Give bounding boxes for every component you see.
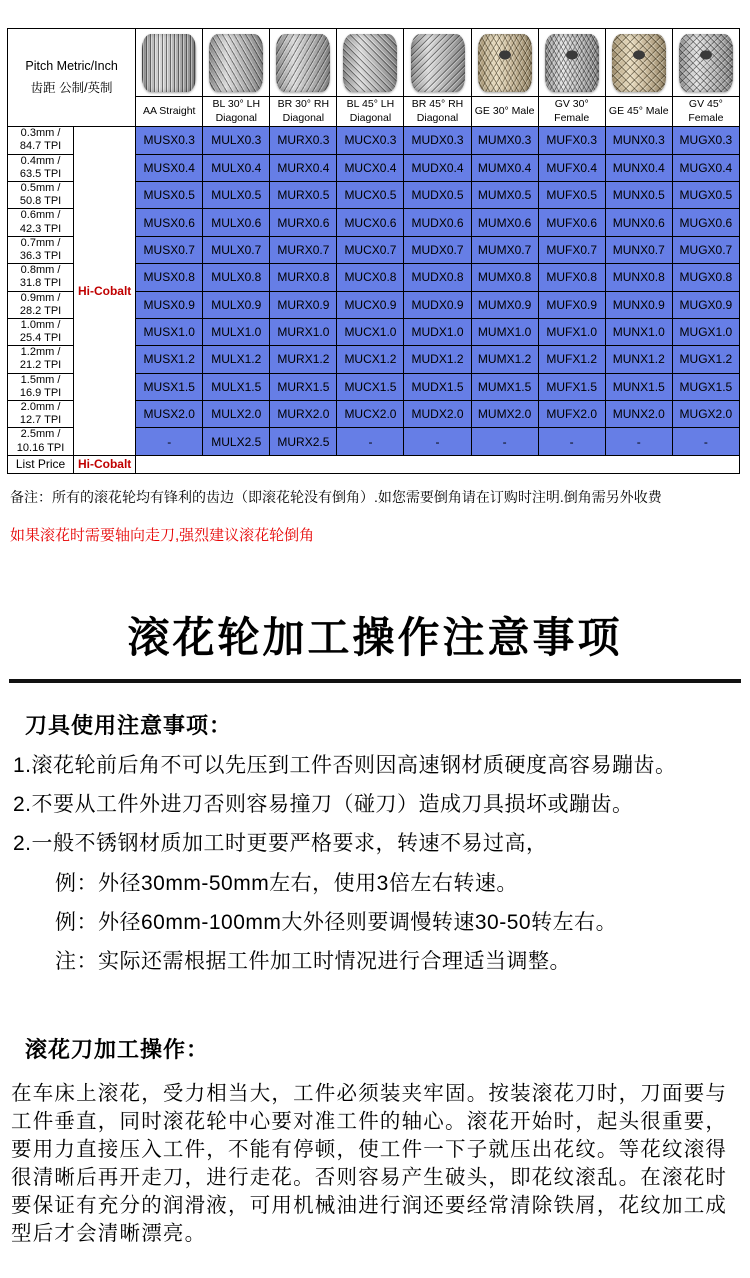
spec-data-row — [8, 127, 740, 154]
part-number-cell: MUSX0.5 — [136, 182, 203, 209]
warning-text: 如果滚花时需要轴向走刀,强烈建议滚花轮倒角 — [10, 526, 315, 544]
part-number-cell: MUMX1.2 — [471, 346, 538, 373]
pitch-tpi: 12.7 TPI — [19, 414, 62, 427]
part-number-cell: MUNX0.4 — [605, 154, 672, 181]
corner-header-cell — [8, 29, 136, 127]
part-number-cell: MUCX0.4 — [337, 154, 404, 181]
pitch-tpi: 42.3 TPI — [19, 222, 62, 235]
column-header-line1: AA Straight — [142, 104, 196, 117]
part-number-cell: MUDX0.5 — [404, 182, 471, 209]
part-number-cell: MUMX0.5 — [471, 182, 538, 209]
pitch-cell — [8, 209, 74, 236]
article-title: 滚花轮加工操作注意事项 — [127, 615, 623, 662]
material-hi-cobalt-cell: Hi-Cobalt — [74, 127, 136, 456]
part-number-cell: - — [136, 428, 203, 455]
part-number-cell: MUFX0.6 — [538, 209, 605, 236]
part-number-cell: MUSX0.9 — [136, 291, 203, 318]
part-number-cell: MUMX0.7 — [471, 236, 538, 263]
knurl-spec-table-body — [8, 29, 740, 474]
wheel-photo-cell — [471, 29, 538, 97]
part-number-cell: MULX0.5 — [203, 182, 270, 209]
pitch-cell — [8, 291, 74, 318]
footer-empty-cell — [136, 455, 740, 473]
remark-text: 备注：所有的滚花轮均有锋利的齿边（即滚花轮没有倒角）.如您需要倒角请在订购时注明.倒角需另外收费 — [10, 488, 662, 505]
pitch-mm: 1.5mm / — [20, 373, 61, 386]
part-number-cell: MUGX1.2 — [672, 346, 739, 373]
pitch-mm: 0.7mm / — [20, 236, 61, 249]
part-number-cell: MUFX0.7 — [538, 236, 605, 263]
part-number-cell: MUFX0.5 — [538, 182, 605, 209]
part-number-cell: MUCX2.0 — [337, 401, 404, 428]
part-number-cell: MUSX0.4 — [136, 154, 203, 181]
corner-header-line1: Pitch Metric/Inch — [25, 59, 118, 74]
knurl-wheel-image-m30 — [478, 34, 532, 92]
part-number-cell: MUGX0.9 — [672, 291, 739, 318]
part-number-cell: MUFX2.0 — [538, 401, 605, 428]
part-number-cell: MUNX1.2 — [605, 346, 672, 373]
pitch-tpi: 25.4 TPI — [19, 332, 62, 345]
part-number-cell: MUCX0.6 — [337, 209, 404, 236]
part-number-cell: MURX0.5 — [270, 182, 337, 209]
part-number-cell: MULX2.5 — [203, 428, 270, 455]
part-number-cell: MURX1.5 — [270, 373, 337, 400]
part-number-cell: MUCX0.8 — [337, 264, 404, 291]
part-number-cell: MUNX0.6 — [605, 209, 672, 236]
part-number-cell: MULX0.9 — [203, 291, 270, 318]
part-number-cell: MUFX1.5 — [538, 373, 605, 400]
wheel-photo-cell — [203, 29, 270, 97]
part-number-cell: MUDX1.5 — [404, 373, 471, 400]
column-header-line1: BR 30° RH — [277, 98, 330, 110]
wheel-photo-cell — [672, 29, 739, 97]
part-number-cell: MUSX1.0 — [136, 318, 203, 345]
corner-header-line2: 齿距 公制/英制 — [30, 80, 113, 95]
pitch-mm: 0.6mm / — [20, 209, 61, 222]
knurl-wheel-image-f45 — [679, 34, 733, 92]
part-number-cell: MUGX1.5 — [672, 373, 739, 400]
part-number-cell: MUSX0.7 — [136, 236, 203, 263]
part-number-cell: MUSX1.5 — [136, 373, 203, 400]
part-number-cell: MUSX0.6 — [136, 209, 203, 236]
column-header-line2: Female — [688, 111, 724, 124]
column-header-line1: BL 45° LH — [346, 98, 395, 110]
part-number-cell: MUGX0.6 — [672, 209, 739, 236]
column-header-cell — [136, 97, 203, 127]
part-number-cell: MUMX0.8 — [471, 264, 538, 291]
column-header-line1: GE 30° Male — [474, 104, 535, 117]
part-number-cell: MULX1.5 — [203, 373, 270, 400]
part-number-cell: MUSX2.0 — [136, 401, 203, 428]
part-number-cell: MUFX1.0 — [538, 318, 605, 345]
knurl-operation-heading: 滚花刀加工操作： — [25, 1037, 210, 1063]
part-number-cell: MUNX2.0 — [605, 401, 672, 428]
part-number-cell: MUDX0.4 — [404, 154, 471, 181]
pitch-mm: 2.5mm / — [20, 428, 61, 441]
part-number-cell: MUNX0.3 — [605, 127, 672, 154]
part-number-cell: MUMX1.5 — [471, 373, 538, 400]
usage-note-item: 1.滚花轮前后角不可以先压到工件否则因高速钢材质硬度高容易蹦齿。 — [13, 753, 677, 777]
wheel-photo-cell — [136, 29, 203, 97]
part-number-cell: MUCX1.2 — [337, 346, 404, 373]
part-number-cell: MUNX0.8 — [605, 264, 672, 291]
part-number-cell: - — [404, 428, 471, 455]
part-number-cell: MUNX0.7 — [605, 236, 672, 263]
pitch-mm: 0.3mm / — [20, 127, 61, 140]
column-header-line2: Diagonal — [349, 111, 392, 124]
column-header-cell — [203, 97, 270, 127]
usage-note-item: 注：实际还需根据工件加工时情况进行合理适当调整。 — [55, 950, 571, 974]
pitch-tpi: 28.2 TPI — [19, 304, 62, 317]
part-number-cell: MUSX1.2 — [136, 346, 203, 373]
usage-note-item: 2.不要从工件外进刀否则容易撞刀（碰刀）造成刀具损坏或蹦齿。 — [13, 793, 634, 817]
column-header-cell — [404, 97, 471, 127]
part-number-cell: MUDX0.8 — [404, 264, 471, 291]
knurl-wheel-image-m45 — [612, 34, 666, 92]
part-number-cell: MUGX2.0 — [672, 401, 739, 428]
part-number-cell: MUDX0.3 — [404, 127, 471, 154]
part-number-cell: MUMX0.9 — [471, 291, 538, 318]
part-number-cell: MUFX0.9 — [538, 291, 605, 318]
wheel-photo-cell — [337, 29, 404, 97]
pitch-cell — [8, 346, 74, 373]
usage-note-item: 2.一般不锈钢材质加工时更要严格要求，转速不易过高， — [13, 832, 548, 856]
part-number-cell: MUDX0.7 — [404, 236, 471, 263]
part-number-cell: MURX0.3 — [270, 127, 337, 154]
pitch-tpi: 63.5 TPI — [19, 167, 62, 180]
column-header-line1: BL 30° LH — [212, 98, 261, 110]
part-number-cell: MURX0.9 — [270, 291, 337, 318]
usage-notes-list — [7, 753, 743, 976]
title-divider-line — [9, 679, 741, 683]
pitch-mm: 0.4mm / — [20, 154, 61, 167]
knurl-wheel-image-straight — [142, 34, 196, 92]
column-header-cell — [270, 97, 337, 127]
part-number-cell: MULX2.0 — [203, 401, 270, 428]
part-number-cell: MUSX0.8 — [136, 264, 203, 291]
part-number-cell: MUFX0.4 — [538, 154, 605, 181]
column-header-cell — [337, 97, 404, 127]
pitch-cell — [8, 428, 74, 455]
pitch-mm: 1.0mm / — [20, 318, 61, 331]
column-header-cell — [672, 97, 739, 127]
pitch-cell — [8, 236, 74, 263]
part-number-cell: MULX0.6 — [203, 209, 270, 236]
part-number-cell: MUMX0.4 — [471, 154, 538, 181]
part-number-cell: MULX1.0 — [203, 318, 270, 345]
part-number-cell: MURX0.4 — [270, 154, 337, 181]
column-header-line2: Diagonal — [282, 111, 325, 124]
list-price-label-cell: List Price — [8, 455, 74, 473]
part-number-cell: MULX0.7 — [203, 236, 270, 263]
part-number-cell: MUMX0.3 — [471, 127, 538, 154]
part-number-cell: MUNX0.5 — [605, 182, 672, 209]
part-number-cell: - — [538, 428, 605, 455]
column-header-line1: GV 30° — [554, 98, 589, 110]
pitch-cell — [8, 318, 74, 345]
part-number-cell: MUMX0.6 — [471, 209, 538, 236]
part-number-cell: MURX2.0 — [270, 401, 337, 428]
knurl-wheel-image-lh45 — [343, 34, 397, 92]
usage-note-item: 例：外径30mm-50mm左右，使用3倍左右转速。 — [55, 871, 518, 895]
part-number-cell: MUDX0.6 — [404, 209, 471, 236]
part-number-cell: MUFX1.2 — [538, 346, 605, 373]
wheel-photo-cell — [270, 29, 337, 97]
part-number-cell: MULX0.8 — [203, 264, 270, 291]
part-number-cell: MUCX0.7 — [337, 236, 404, 263]
part-number-cell: - — [337, 428, 404, 455]
column-header-line2: Female — [554, 111, 590, 124]
part-number-cell: MUDX1.2 — [404, 346, 471, 373]
list-price-row — [8, 455, 740, 473]
wheel-photo-cell — [404, 29, 471, 97]
pitch-mm: 0.5mm / — [20, 182, 61, 195]
part-number-cell: MUGX0.7 — [672, 236, 739, 263]
knurl-wheel-image-rh30 — [276, 34, 330, 92]
pitch-cell — [8, 154, 74, 181]
pitch-tpi: 36.3 TPI — [19, 249, 62, 262]
column-header-line2: Diagonal — [416, 111, 459, 124]
part-number-cell: MURX1.2 — [270, 346, 337, 373]
pitch-cell — [8, 264, 74, 291]
part-number-cell: MUCX1.0 — [337, 318, 404, 345]
column-header-line1: GE 45° Male — [608, 104, 669, 117]
part-number-cell: MUDX1.0 — [404, 318, 471, 345]
pitch-mm: 1.2mm / — [20, 346, 61, 359]
knurl-wheel-image-f30 — [545, 34, 599, 92]
part-number-cell: - — [471, 428, 538, 455]
part-number-cell: MUSX0.3 — [136, 127, 203, 154]
pitch-cell — [8, 373, 74, 400]
pitch-tpi: 21.2 TPI — [19, 359, 62, 372]
image-row — [8, 29, 740, 97]
part-number-cell: MURX1.0 — [270, 318, 337, 345]
operation-paragraph: 在车床上滚花，受力相当大，工件必须装夹牢固。按装滚花刀时，刀面要与工件垂直，同时滚花轮中心要对准工件的轴心。滚花开始时，起头很重要，要用力直接压入工件，不能有停顿，使工件一下子就压出花纹。等花纹滚得很清晰后再开走刀，进行走花。否则容易产生破头，即花纹滚乱。在滚花时要保证有充分的润滑液，可用机械油进行润还要经常清除铁屑，花纹加工成型后才会清晰漂亮。 — [11, 1082, 728, 1246]
part-number-cell: MUNX1.5 — [605, 373, 672, 400]
pitch-tpi: 16.9 TPI — [19, 386, 62, 399]
list-price-material-cell: Hi-Cobalt — [74, 455, 136, 473]
part-number-cell: MURX0.8 — [270, 264, 337, 291]
knurl-spec-table — [7, 28, 740, 474]
column-header-line2: Diagonal — [215, 111, 258, 124]
part-number-cell: MULX0.4 — [203, 154, 270, 181]
pitch-tpi: 10.16 TPI — [16, 441, 65, 454]
part-number-cell: MURX0.6 — [270, 209, 337, 236]
knurl-wheel-image-rh45 — [411, 34, 465, 92]
tool-usage-heading: 刀具使用注意事项： — [25, 712, 233, 738]
pitch-mm: 0.8mm / — [20, 264, 61, 277]
pitch-mm: 0.9mm / — [20, 291, 61, 304]
wheel-photo-cell — [538, 29, 605, 97]
part-number-cell: MUGX1.0 — [672, 318, 739, 345]
knurl-wheel-image-lh30 — [209, 34, 263, 92]
part-number-cell: MURX2.5 — [270, 428, 337, 455]
pitch-tpi: 31.8 TPI — [19, 277, 62, 290]
part-number-cell: MUCX0.3 — [337, 127, 404, 154]
part-number-cell: MUNX1.0 — [605, 318, 672, 345]
pitch-cell — [8, 401, 74, 428]
column-header-cell — [538, 97, 605, 127]
column-header-line1: GV 45° — [688, 98, 723, 110]
column-header-cell — [471, 97, 538, 127]
pitch-mm: 2.0mm / — [20, 401, 61, 414]
part-number-cell: MUGX0.8 — [672, 264, 739, 291]
part-number-cell: MUCX0.5 — [337, 182, 404, 209]
part-number-cell: - — [605, 428, 672, 455]
part-number-cell: MUCX0.9 — [337, 291, 404, 318]
pitch-tpi: 50.8 TPI — [19, 195, 62, 208]
part-number-cell: MUFX0.3 — [538, 127, 605, 154]
part-number-cell: MUNX0.9 — [605, 291, 672, 318]
usage-note-item: 例：外径60mm-100mm大外径则要调慢转速30-50转左右。 — [55, 910, 618, 934]
part-number-cell: MUDX0.9 — [404, 291, 471, 318]
column-header-line1: BR 45° RH — [411, 98, 464, 110]
article-section — [7, 605, 743, 1249]
part-number-cell: MURX0.7 — [270, 236, 337, 263]
part-number-cell: MUMX2.0 — [471, 401, 538, 428]
part-number-cell: MUGX0.4 — [672, 154, 739, 181]
pitch-tpi: 84.7 TPI — [19, 140, 62, 153]
part-number-cell: MUDX2.0 — [404, 401, 471, 428]
column-header-cell — [605, 97, 672, 127]
part-number-cell: MULX1.2 — [203, 346, 270, 373]
pitch-cell — [8, 182, 74, 209]
pitch-cell — [8, 127, 74, 154]
part-number-cell: MUMX1.0 — [471, 318, 538, 345]
part-number-cell: MUGX0.5 — [672, 182, 739, 209]
part-number-cell: MUGX0.3 — [672, 127, 739, 154]
wheel-photo-cell — [605, 29, 672, 97]
part-number-cell: MUFX0.8 — [538, 264, 605, 291]
part-number-cell: - — [672, 428, 739, 455]
part-number-cell: MULX0.3 — [203, 127, 270, 154]
part-number-cell: MUCX1.5 — [337, 373, 404, 400]
